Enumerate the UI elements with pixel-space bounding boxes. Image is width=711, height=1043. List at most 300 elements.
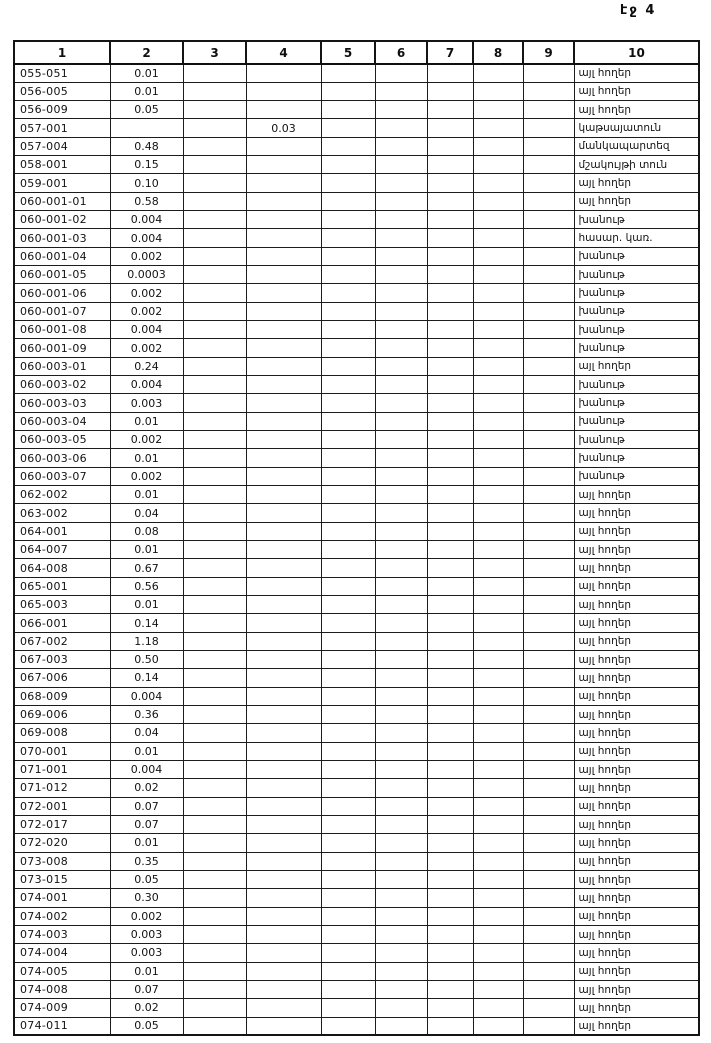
empty-cell [473, 156, 523, 174]
parcel-code-cell: 065-003 [14, 596, 110, 614]
column4-value-cell [246, 394, 321, 412]
table-row [14, 815, 699, 833]
empty-cell [321, 577, 375, 595]
empty-cell [473, 651, 523, 669]
table-row [14, 412, 699, 430]
area-value-cell: 0.15 [110, 156, 183, 174]
empty-cell [427, 229, 473, 247]
empty-cell [183, 229, 246, 247]
empty-cell [375, 137, 427, 155]
empty-cell [321, 229, 375, 247]
table-row [14, 889, 699, 907]
empty-cell [427, 907, 473, 925]
table-row [14, 669, 699, 687]
area-value-cell: 0.002 [110, 907, 183, 925]
empty-cell [523, 577, 574, 595]
data-table [13, 40, 700, 1036]
empty-cell [321, 449, 375, 467]
parcel-code-cell: 058-001 [14, 156, 110, 174]
table-row [14, 779, 699, 797]
empty-cell [473, 614, 523, 632]
empty-cell [321, 431, 375, 449]
empty-cell [183, 742, 246, 760]
empty-cell [427, 192, 473, 210]
empty-cell [473, 1017, 523, 1035]
empty-cell [473, 944, 523, 962]
empty-cell [183, 211, 246, 229]
table-row [14, 760, 699, 778]
area-value-cell: 0.01 [110, 449, 183, 467]
empty-cell [427, 156, 473, 174]
empty-cell [473, 925, 523, 943]
empty-cell [321, 412, 375, 430]
empty-cell [375, 596, 427, 614]
area-value-cell: 0.14 [110, 669, 183, 687]
column4-value-cell [246, 302, 321, 320]
land-use-label-cell: այլ հողեր [574, 907, 699, 925]
empty-cell [427, 632, 473, 650]
area-value-cell: 0.48 [110, 137, 183, 155]
parcel-code-cell: 067-002 [14, 632, 110, 650]
empty-cell [523, 266, 574, 284]
empty-cell [183, 376, 246, 394]
column4-value-cell [246, 669, 321, 687]
empty-cell [473, 321, 523, 339]
column-header-3: 3 [183, 41, 246, 64]
empty-cell [473, 339, 523, 357]
table-row [14, 541, 699, 559]
parcel-code-cell: 055-051 [14, 64, 110, 82]
empty-cell [473, 779, 523, 797]
empty-cell [523, 614, 574, 632]
parcel-code-cell: 069-008 [14, 724, 110, 742]
empty-cell [427, 101, 473, 119]
empty-cell [473, 101, 523, 119]
empty-cell [321, 705, 375, 723]
area-value-cell: 0.02 [110, 999, 183, 1017]
empty-cell [183, 339, 246, 357]
parcel-code-cell: 073-008 [14, 852, 110, 870]
empty-cell [183, 266, 246, 284]
empty-cell [183, 980, 246, 998]
column-header-8: 8 [473, 41, 523, 64]
empty-cell [321, 486, 375, 504]
empty-cell [523, 119, 574, 137]
empty-cell [375, 834, 427, 852]
area-value-cell: 0.07 [110, 815, 183, 833]
land-use-label-cell: խանութ [574, 412, 699, 430]
parcel-code-cell: 065-001 [14, 577, 110, 595]
empty-cell [473, 504, 523, 522]
land-use-label-cell: խանութ [574, 266, 699, 284]
parcel-code-cell: 063-002 [14, 504, 110, 522]
area-value-cell: 0.05 [110, 101, 183, 119]
table-row [14, 321, 699, 339]
land-use-label-cell: այլ հողեր [574, 889, 699, 907]
area-value-cell: 0.10 [110, 174, 183, 192]
empty-cell [375, 742, 427, 760]
empty-cell [427, 449, 473, 467]
area-value-cell: 0.01 [110, 541, 183, 559]
area-value-cell: 0.004 [110, 687, 183, 705]
empty-cell [523, 211, 574, 229]
column4-value-cell [246, 779, 321, 797]
table-row [14, 376, 699, 394]
parcel-code-cell: 060-001-06 [14, 284, 110, 302]
empty-cell [523, 467, 574, 485]
area-value-cell: 0.002 [110, 284, 183, 302]
empty-cell [427, 852, 473, 870]
empty-cell [183, 614, 246, 632]
empty-cell [321, 614, 375, 632]
empty-cell [523, 357, 574, 375]
empty-cell [523, 156, 574, 174]
empty-cell [321, 944, 375, 962]
area-value-cell: 0.01 [110, 412, 183, 430]
area-value-cell: 0.01 [110, 64, 183, 82]
empty-cell [375, 577, 427, 595]
column4-value-cell [246, 174, 321, 192]
empty-cell [523, 925, 574, 943]
empty-cell [427, 742, 473, 760]
table-row [14, 449, 699, 467]
column4-value-cell [246, 321, 321, 339]
parcel-code-cell: 067-003 [14, 651, 110, 669]
table-row [14, 870, 699, 888]
empty-cell [523, 742, 574, 760]
area-value-cell: 0.01 [110, 486, 183, 504]
empty-cell [427, 376, 473, 394]
empty-cell [321, 907, 375, 925]
empty-cell [183, 889, 246, 907]
empty-cell [523, 687, 574, 705]
column4-value-cell [246, 431, 321, 449]
empty-cell [473, 486, 523, 504]
empty-cell [473, 137, 523, 155]
table-row [14, 925, 699, 943]
parcel-code-cell: 060-003-03 [14, 394, 110, 412]
column4-value-cell [246, 412, 321, 430]
empty-cell [523, 705, 574, 723]
parcel-code-cell: 060-001-08 [14, 321, 110, 339]
empty-cell [427, 266, 473, 284]
empty-cell [375, 962, 427, 980]
parcel-code-cell: 056-005 [14, 82, 110, 100]
empty-cell [183, 944, 246, 962]
empty-cell [321, 687, 375, 705]
empty-cell [523, 669, 574, 687]
column4-value-cell [246, 651, 321, 669]
area-value-cell: 0.30 [110, 889, 183, 907]
empty-cell [375, 357, 427, 375]
column4-value-cell [246, 449, 321, 467]
empty-cell [523, 137, 574, 155]
empty-cell [427, 815, 473, 833]
parcel-code-cell: 060-001-05 [14, 266, 110, 284]
empty-cell [427, 412, 473, 430]
column4-value-cell [246, 357, 321, 375]
empty-cell [183, 504, 246, 522]
column-header-9: 9 [523, 41, 574, 64]
table-row [14, 632, 699, 650]
column4-value-cell [246, 742, 321, 760]
empty-cell [375, 651, 427, 669]
table-row [14, 705, 699, 723]
empty-cell [321, 724, 375, 742]
empty-cell [183, 870, 246, 888]
empty-cell [523, 559, 574, 577]
column4-value-cell [246, 944, 321, 962]
area-value-cell: 0.002 [110, 247, 183, 265]
empty-cell [375, 797, 427, 815]
table-row [14, 394, 699, 412]
column4-value-cell [246, 797, 321, 815]
empty-cell [321, 211, 375, 229]
empty-cell [427, 486, 473, 504]
empty-cell [523, 376, 574, 394]
table-row [14, 687, 699, 705]
table-row [14, 137, 699, 155]
parcel-code-cell: 057-001 [14, 119, 110, 137]
parcel-code-cell: 060-001-09 [14, 339, 110, 357]
empty-cell [427, 82, 473, 100]
empty-cell [183, 541, 246, 559]
empty-cell [523, 1017, 574, 1035]
empty-cell [183, 779, 246, 797]
land-use-label-cell: այլ հողեր [574, 559, 699, 577]
empty-cell [321, 156, 375, 174]
table-row [14, 64, 699, 82]
column4-value-cell [246, 64, 321, 82]
area-value-cell: 0.003 [110, 944, 183, 962]
empty-cell [321, 284, 375, 302]
parcel-code-cell: 071-001 [14, 760, 110, 778]
parcel-code-cell: 060-003-06 [14, 449, 110, 467]
empty-cell [183, 687, 246, 705]
empty-cell [375, 174, 427, 192]
parcel-code-cell: 060-003-07 [14, 467, 110, 485]
land-use-label-cell: խանութ [574, 449, 699, 467]
empty-cell [427, 321, 473, 339]
empty-cell [321, 266, 375, 284]
area-value-cell: 0.004 [110, 229, 183, 247]
empty-cell [473, 266, 523, 284]
empty-cell [523, 852, 574, 870]
empty-cell [427, 651, 473, 669]
empty-cell [183, 1017, 246, 1035]
empty-cell [183, 705, 246, 723]
empty-cell [321, 302, 375, 320]
land-use-label-cell: այլ հողեր [574, 522, 699, 540]
land-use-label-cell: այլ հողեր [574, 760, 699, 778]
column4-value-cell [246, 925, 321, 943]
empty-cell [375, 64, 427, 82]
empty-cell [375, 192, 427, 210]
empty-cell [427, 870, 473, 888]
land-use-label-cell: այլ հողեր [574, 705, 699, 723]
column4-value-cell [246, 504, 321, 522]
table-row [14, 852, 699, 870]
empty-cell [523, 339, 574, 357]
table-row [14, 486, 699, 504]
empty-cell [427, 980, 473, 998]
empty-cell [375, 229, 427, 247]
empty-cell [427, 834, 473, 852]
empty-cell [375, 321, 427, 339]
table-row [14, 724, 699, 742]
empty-cell [321, 559, 375, 577]
land-use-label-cell: այլ հողեր [574, 64, 699, 82]
empty-cell [321, 925, 375, 943]
empty-cell [183, 119, 246, 137]
column4-value-cell [246, 687, 321, 705]
parcel-code-cell: 074-009 [14, 999, 110, 1017]
table-row [14, 247, 699, 265]
empty-cell [427, 174, 473, 192]
table-row [14, 907, 699, 925]
empty-cell [523, 449, 574, 467]
table-row [14, 467, 699, 485]
parcel-code-cell: 074-002 [14, 907, 110, 925]
empty-cell [473, 229, 523, 247]
parcel-code-cell: 067-006 [14, 669, 110, 687]
empty-cell [473, 357, 523, 375]
empty-cell [523, 779, 574, 797]
area-value-cell: 0.24 [110, 357, 183, 375]
column4-value-cell [246, 999, 321, 1017]
empty-cell [321, 1017, 375, 1035]
empty-cell [183, 632, 246, 650]
table-header-row [14, 41, 699, 64]
empty-cell [183, 577, 246, 595]
land-use-label-cell: այլ հողեր [574, 669, 699, 687]
empty-cell [523, 834, 574, 852]
empty-cell [375, 999, 427, 1017]
parcel-code-cell: 060-003-05 [14, 431, 110, 449]
column4-value-cell [246, 980, 321, 998]
empty-cell [375, 779, 427, 797]
land-use-label-cell: այլ հողեր [574, 101, 699, 119]
area-value-cell: 0.50 [110, 651, 183, 669]
column4-value-cell [246, 577, 321, 595]
column4-value-cell [246, 614, 321, 632]
table-row [14, 944, 699, 962]
column4-value-cell [246, 486, 321, 504]
empty-cell [473, 632, 523, 650]
empty-cell [375, 504, 427, 522]
column4-value-cell [246, 266, 321, 284]
column-header-7: 7 [427, 41, 473, 64]
parcel-code-cell: 074-001 [14, 889, 110, 907]
empty-cell [523, 889, 574, 907]
area-value-cell: 0.05 [110, 1017, 183, 1035]
land-use-label-cell: այլ հողեր [574, 870, 699, 888]
parcel-code-cell: 060-001-07 [14, 302, 110, 320]
empty-cell [427, 614, 473, 632]
empty-cell [427, 247, 473, 265]
area-value-cell: 0.14 [110, 614, 183, 632]
land-use-label-cell: այլ հողեր [574, 962, 699, 980]
empty-cell [183, 467, 246, 485]
table-row [14, 962, 699, 980]
parcel-code-cell: 072-017 [14, 815, 110, 833]
empty-cell [523, 302, 574, 320]
table-row [14, 504, 699, 522]
area-value-cell: 0.01 [110, 742, 183, 760]
column4-value-cell [246, 522, 321, 540]
area-value-cell: 0.01 [110, 82, 183, 100]
empty-cell [321, 467, 375, 485]
empty-cell [375, 724, 427, 742]
empty-cell [523, 760, 574, 778]
land-use-label-cell: այլ հողեր [574, 541, 699, 559]
table-row [14, 1017, 699, 1035]
table-row [14, 614, 699, 632]
empty-cell [427, 559, 473, 577]
land-use-label-cell: այլ հողեր [574, 174, 699, 192]
empty-cell [427, 687, 473, 705]
empty-cell [375, 449, 427, 467]
land-use-label-cell: այլ հողեր [574, 925, 699, 943]
column4-value-cell [246, 705, 321, 723]
land-use-label-cell: այլ հողեր [574, 651, 699, 669]
area-value-cell: 0.002 [110, 431, 183, 449]
column4-value-cell [246, 211, 321, 229]
empty-cell [523, 870, 574, 888]
empty-cell [427, 394, 473, 412]
empty-cell [183, 852, 246, 870]
area-value-cell: 0.003 [110, 925, 183, 943]
land-use-label-cell: խանութ [574, 211, 699, 229]
empty-cell [321, 889, 375, 907]
empty-cell [375, 339, 427, 357]
column4-value-cell [246, 962, 321, 980]
empty-cell [183, 412, 246, 430]
empty-cell [523, 504, 574, 522]
area-value-cell [110, 119, 183, 137]
column-header-4: 4 [246, 41, 321, 64]
empty-cell [523, 907, 574, 925]
column4-value-cell [246, 870, 321, 888]
land-use-label-cell: այլ հողեր [574, 724, 699, 742]
table-row [14, 174, 699, 192]
empty-cell [321, 815, 375, 833]
land-use-label-cell: կաթսայատուն [574, 119, 699, 137]
empty-cell [183, 724, 246, 742]
empty-cell [523, 247, 574, 265]
empty-cell [375, 980, 427, 998]
empty-cell [375, 412, 427, 430]
empty-cell [473, 870, 523, 888]
empty-cell [375, 870, 427, 888]
column4-value-cell [246, 1017, 321, 1035]
empty-cell [523, 944, 574, 962]
empty-cell [427, 596, 473, 614]
empty-cell [375, 541, 427, 559]
land-use-label-cell: խանութ [574, 467, 699, 485]
empty-cell [375, 394, 427, 412]
land-use-label-cell: այլ հողեր [574, 779, 699, 797]
empty-cell [427, 925, 473, 943]
area-value-cell: 0.002 [110, 467, 183, 485]
empty-cell [473, 192, 523, 210]
empty-cell [427, 504, 473, 522]
empty-cell [321, 980, 375, 998]
column4-value-cell [246, 101, 321, 119]
table-row [14, 559, 699, 577]
area-value-cell: 0.07 [110, 797, 183, 815]
area-value-cell: 0.56 [110, 577, 183, 595]
